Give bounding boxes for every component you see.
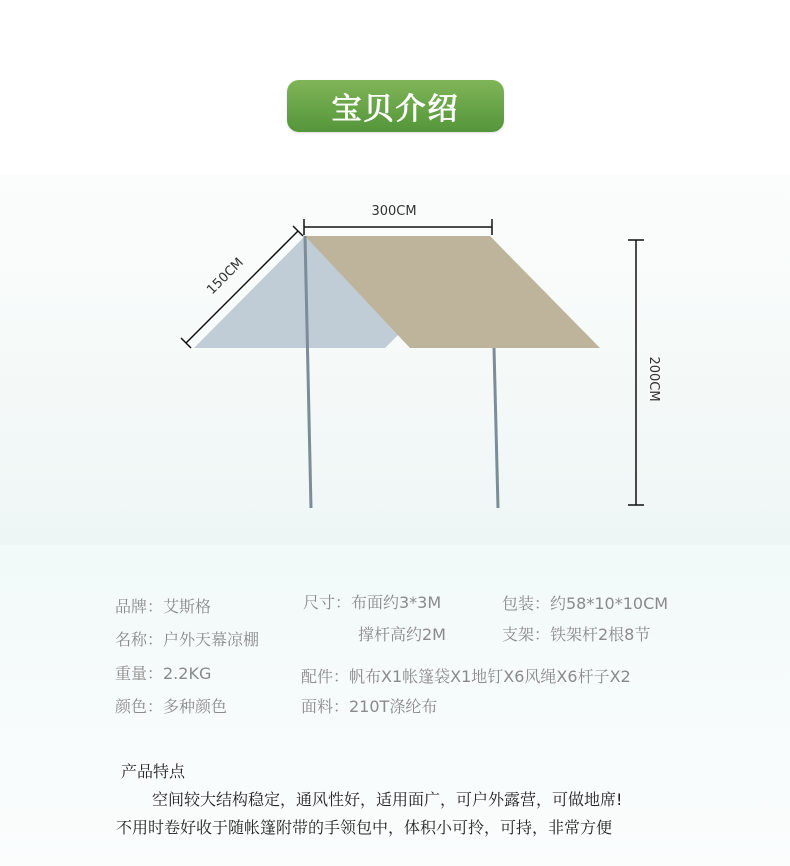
depth-label: 150CM [204, 255, 247, 298]
features-line-2: 不用时卷好收于随帐篷附带的手领包中，体积小可拎，可持，非常方便 [116, 818, 613, 837]
spec-fabric: 面料：210T涤纶布 [301, 697, 438, 716]
width-dimension [304, 204, 492, 235]
spec-accessories: 配件：帆布X1帐篷袋X1地钉X6风绳X6杆子X2 [301, 667, 631, 686]
spec-brand: 品牌：艾斯格 [115, 597, 212, 616]
spec-size: 尺寸：布面约3*3M [303, 593, 442, 612]
section-title: 宝贝介绍 [287, 80, 504, 132]
spec-pole-height: 撑杆高约2M [358, 625, 446, 644]
width-label: 300CM [371, 204, 417, 219]
features-heading: 产品特点 [121, 762, 186, 781]
canopy-diagram [0, 175, 790, 545]
height-dimension [628, 240, 661, 505]
spec-color: 颜色：多种颜色 [115, 697, 228, 716]
spec-weight: 重量：2.2KG [115, 664, 212, 683]
spec-frame: 支架：铁架杆2根8节 [502, 625, 651, 644]
tent-pole-right [494, 348, 498, 508]
height-label: 200CM [646, 356, 661, 402]
spec-name: 名称：户外天幕凉棚 [115, 630, 260, 649]
features-line-1: 空间较大结构稳定，通风性好，适用面广，可户外露营，可做地席! [152, 790, 623, 809]
spec-package: 包装：约58*10*10CM [502, 594, 669, 613]
